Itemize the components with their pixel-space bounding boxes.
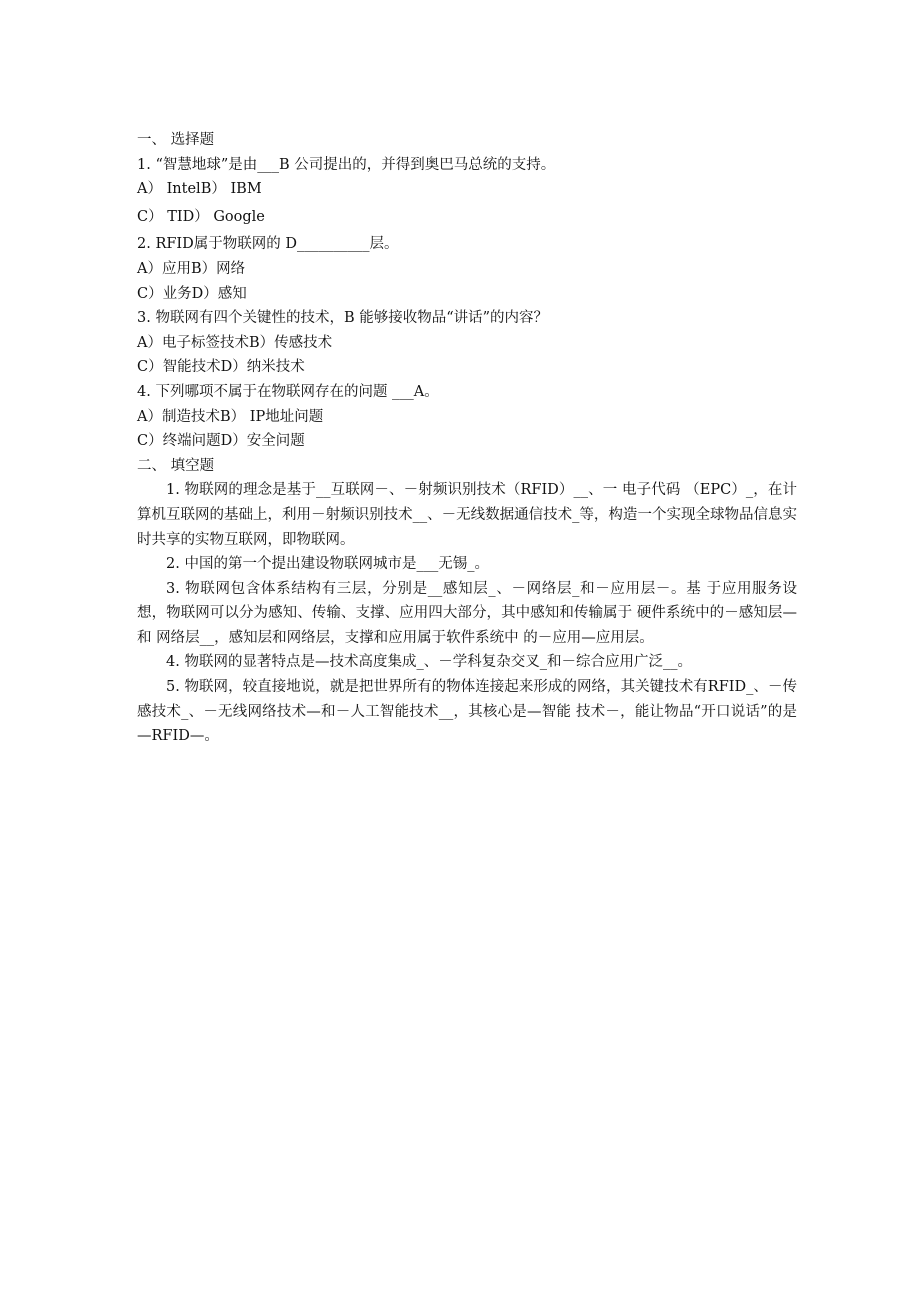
question-3-stem: 3. 物联网有四个关键性的技术，B 能够接收物品“讲话”的内容？ (137, 310, 549, 327)
question-3-options-row-2: C）智能技术D）纳米技术 (137, 359, 305, 376)
question-2-options-row-1: A）应用B）网络 (137, 260, 246, 277)
question-2-stem: 2. RFID属于物联网的 D__________层。 (137, 236, 399, 253)
fill-paragraph-2: 2. 中国的第一个提出建设物联网城市是___无锡_。 (166, 556, 489, 573)
fill-paragraph-5: 5. 物联网，较直接地说，就是把世界所有的物体连接起来形成的网络，其关键技术有RFID_、－传感技术_、－无线网络技术—和－人工智能技术__，其核心是—智能 技术－，能让物品“开口说话”的是—RFID—。 (137, 679, 797, 745)
question-4-stem: 4. 下列哪项不属于在物联网存在的问题 ___A。 (137, 383, 439, 400)
fill-paragraph-4: 4. 物联网的显著特点是—技术高度集成_、－学科复杂交叉_和－综合应用广泛__。 (166, 654, 692, 671)
question-4-options-row-2: C）终端问题D）安全问题 (137, 433, 305, 450)
question-1-options-row-2: C） TID） Google (137, 208, 265, 225)
question-3-options-row-1: A）电子标签技术B）传感技术 (137, 334, 333, 351)
question-1-stem: 1. “智慧地球”是由___B 公司提出的，并得到奥巴马总统的支持。 (137, 156, 556, 173)
fill-paragraph-1: 1. 物联网的理念是基于__互联网－、－射频识别技术（RFID）__、一 电子代码 （EPC）_，在计算机互联网的基础上，利用－射频识别技术__、－无线数据通信技术_等，构造一个实现全球物品信息实时共享的实物互联网，即物联网。 (137, 482, 797, 548)
document-page (137, 128, 797, 749)
section-heading-choice: 一、 选择题 (137, 132, 215, 148)
question-4-options-row-1: A）制造技术B） IP地址问题 (137, 408, 324, 425)
section-heading-fill: 二、 填空题 (137, 457, 215, 474)
question-2-options-row-2: C）业务D）感知 (137, 285, 247, 302)
fill-paragraph-3: 3. 物联网包含体系结构有三层，分别是__感知层_、－网络层_和－应用层－。基 于应用服务设想，物联网可以分为感知、传输、支撑、应用四大部分，其中感知和传输属于 硬件系统中的－感知层—和 网络层__，感知层和网络层，支撑和应用属于软件系统中 的－应用—应用层。 (137, 580, 797, 646)
question-1-options-row-1: A） IntelB） IBM (137, 181, 262, 198)
